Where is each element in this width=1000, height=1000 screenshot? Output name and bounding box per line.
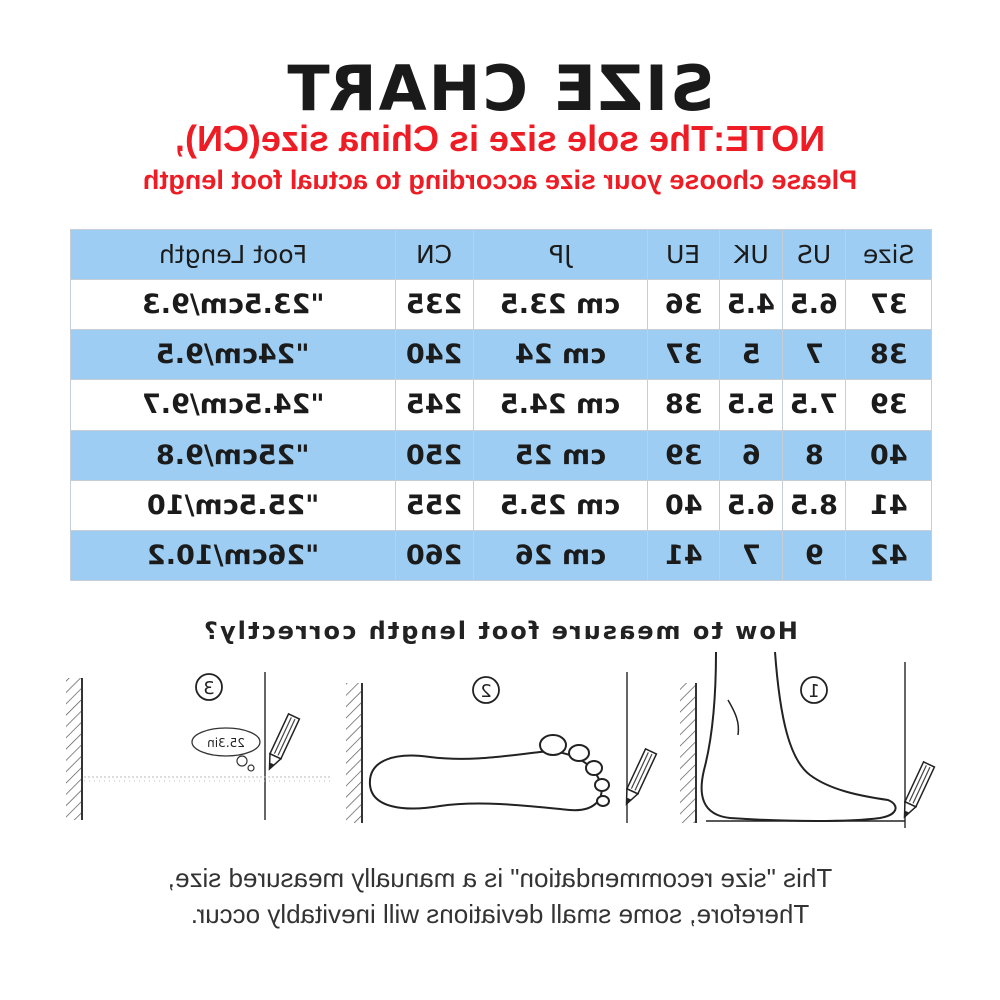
wall-hatch — [66, 678, 82, 820]
table-cell: 37 — [648, 330, 720, 380]
table-cell: 42 — [846, 530, 932, 580]
step-1-panel — [680, 652, 934, 828]
table-cell: 40 — [648, 480, 720, 530]
header-size: Size — [846, 230, 932, 280]
size-table — [70, 229, 932, 581]
table-cell: 25cm/9.8" — [71, 430, 396, 480]
table-cell: 24.5cm/9.7" — [71, 380, 396, 430]
step-number-2 — [473, 677, 499, 703]
table-cell: 41 — [846, 480, 932, 530]
table-cell: 40 — [846, 430, 932, 480]
table-cell: 7 — [783, 330, 846, 380]
table-cell: 36 — [648, 280, 720, 330]
measurement-illustration — [0, 640, 1000, 850]
pencil-icon — [264, 714, 299, 772]
measurement-bubble-icon — [192, 728, 260, 771]
step-number-1 — [801, 677, 827, 703]
foot-side-view-icon — [702, 652, 905, 821]
header-us: US — [783, 230, 846, 280]
table-cell: 8.5 — [783, 480, 846, 530]
table-row — [71, 280, 932, 330]
header-cn: CN — [396, 230, 474, 280]
table-cell: 39 — [648, 430, 720, 480]
table-cell: 245 — [396, 380, 474, 430]
svg-text:2: 2 — [480, 681, 492, 702]
wall-hatch — [680, 683, 696, 823]
table-cell: 24cm/9.5" — [71, 330, 396, 380]
note-line-2: Please choose your size according to actual foot length — [142, 165, 858, 195]
disclaimer-line-1: This "size recommendation" is a manually measured size, — [167, 863, 833, 893]
step-3-panel — [66, 672, 330, 820]
table-cell: 8 — [783, 430, 846, 480]
table-cell: 4.5 — [720, 280, 783, 330]
table-cell: 6.5 — [720, 480, 783, 530]
header-foot-length: Foot Length — [71, 230, 396, 280]
table-cell: 7 — [720, 530, 783, 580]
table-cell: 26cm/10.2" — [71, 530, 396, 580]
table-cell: 25.5cm/10" — [71, 480, 396, 530]
bubble-label: 25.3in — [207, 736, 245, 750]
table-header-row — [71, 230, 932, 280]
disclaimer-line-2: Therefore, some small deviations will inevitably occur. — [190, 899, 810, 929]
table-cell: 38 — [846, 330, 932, 380]
table-cell: 7.5 — [783, 380, 846, 430]
table-cell: 24.5 cm — [474, 380, 648, 430]
table-cell: 5.5 — [720, 380, 783, 430]
header-uk: UK — [720, 230, 783, 280]
table-cell: 6.5 — [783, 280, 846, 330]
table-cell: 235 — [396, 280, 474, 330]
table-cell: 240 — [396, 330, 474, 380]
table-row — [71, 480, 932, 530]
table-cell: 25 cm — [474, 430, 648, 480]
table-cell: 38 — [648, 380, 720, 430]
step-number-3 — [196, 674, 222, 700]
table-row — [71, 380, 932, 430]
page-title: SIZE CHART — [285, 52, 715, 125]
foot-top-view-icon — [370, 735, 609, 810]
table-cell: 39 — [846, 380, 932, 430]
table-cell: 24 cm — [474, 330, 648, 380]
svg-text:3: 3 — [203, 678, 215, 699]
table-cell: 5 — [720, 330, 783, 380]
step-2-panel — [346, 672, 656, 823]
table-row — [71, 530, 932, 580]
note-line-1: NOTE:The sole size is China size(CN), — [174, 118, 826, 159]
table-cell: 23.5cm/9.3" — [71, 280, 396, 330]
svg-text:1: 1 — [808, 681, 820, 702]
header-eu: EU — [648, 230, 720, 280]
howto-title: How to measure foot length correctly? — [202, 617, 798, 645]
table-cell: 41 — [648, 530, 720, 580]
table-cell: 250 — [396, 430, 474, 480]
table-cell: 9 — [783, 530, 846, 580]
table-cell: 26 cm — [474, 530, 648, 580]
table-cell: 37 — [846, 280, 932, 330]
table-cell: 255 — [396, 480, 474, 530]
table-row — [71, 330, 932, 380]
table-cell: 6 — [720, 430, 783, 480]
wall-hatch — [346, 683, 362, 823]
header-jp: JP — [474, 230, 648, 280]
table-cell: 23.5 cm — [474, 280, 648, 330]
table-cell: 260 — [396, 530, 474, 580]
table-cell: 25.5 cm — [474, 480, 648, 530]
table-row — [71, 430, 932, 480]
